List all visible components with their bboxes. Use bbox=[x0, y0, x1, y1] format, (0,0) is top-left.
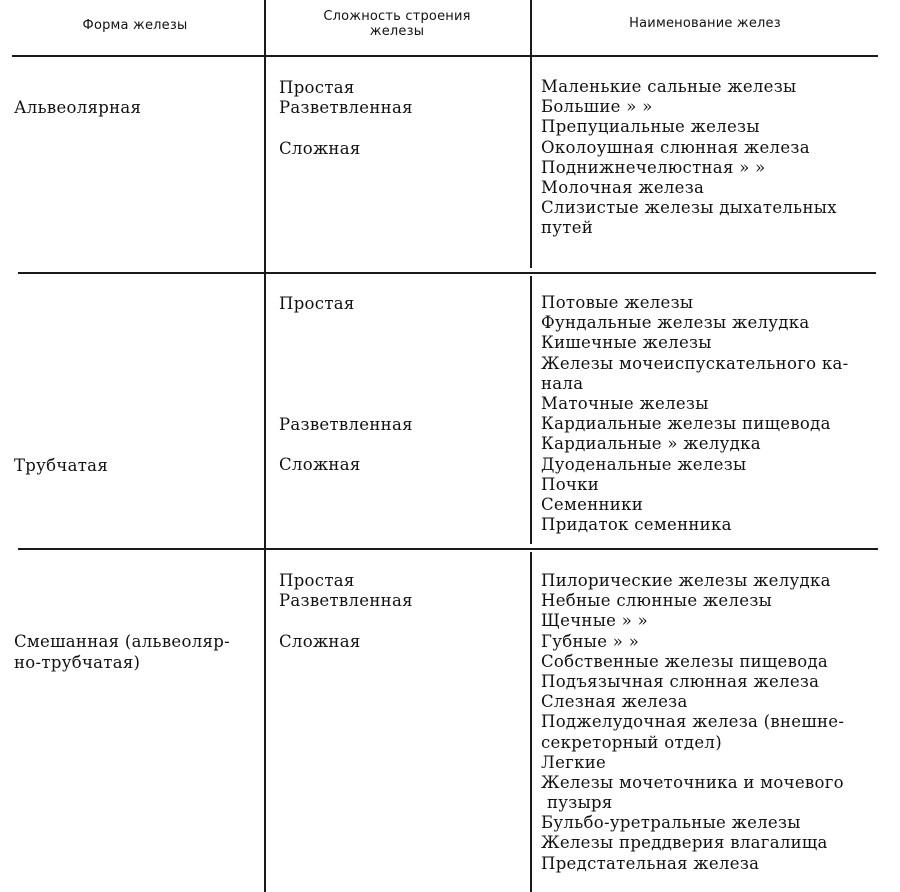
gland-item: Фундальные железы желудка bbox=[541, 313, 810, 333]
gland-item: Слизистые железы дыхательных bbox=[541, 198, 837, 218]
header-complexity-line2: железы bbox=[369, 24, 425, 39]
header-complexity-line1: Сложность строения bbox=[323, 9, 471, 24]
glands-list-tubular bbox=[541, 293, 877, 535]
complexity-item: Разветвленная bbox=[279, 591, 413, 611]
gland-item: Маточные железы bbox=[541, 393, 709, 413]
complexity-list-mixed bbox=[279, 571, 413, 652]
gland-item: Кардиальные железы пищевода bbox=[541, 414, 831, 434]
complexity-item bbox=[279, 611, 413, 631]
gland-item: Препуциальные железы bbox=[541, 117, 760, 137]
complexity-list-alveolar bbox=[279, 78, 413, 159]
column-divider-2c bbox=[530, 552, 532, 892]
header-bottom-rule bbox=[12, 55, 878, 57]
complexity-simple: Простая bbox=[279, 294, 355, 313]
gland-item: Предстательная железа bbox=[541, 853, 760, 873]
complexity-item bbox=[279, 118, 413, 138]
gland-item: Щечные » » bbox=[541, 611, 649, 631]
gland-item: Большие » » bbox=[541, 97, 653, 117]
column-divider-1 bbox=[264, 0, 266, 892]
gland-item: Дуоденальные железы bbox=[541, 454, 747, 474]
gland-item: Подъязычная слюнная железа bbox=[541, 671, 820, 691]
section-divider-2 bbox=[18, 548, 878, 550]
gland-item: Слезная железа bbox=[541, 692, 688, 712]
gland-item: путей bbox=[541, 218, 594, 238]
gland-item: Пилорические железы желудка bbox=[541, 571, 831, 590]
gland-item: Потовые железы bbox=[541, 293, 694, 312]
form-mixed-line1: Смешанная (альвеоляр- bbox=[14, 632, 230, 651]
gland-item: Почки bbox=[541, 474, 600, 494]
glands-list-alveolar bbox=[541, 77, 877, 239]
gland-item: Кишечные железы bbox=[541, 333, 712, 353]
header-form: Форма железы bbox=[82, 18, 188, 33]
glands-list-mixed bbox=[541, 571, 877, 874]
gland-item: Придаток семенника bbox=[541, 515, 732, 535]
gland-item: Поджелудочная железа (внешне- bbox=[541, 712, 845, 732]
gland-item: Железы мочеиспускательного ка- bbox=[541, 353, 849, 373]
complexity-complex: Сложная bbox=[279, 455, 361, 474]
gland-item: Бульбо-уретральные железы bbox=[541, 813, 801, 833]
gland-item: Собственные железы пищевода bbox=[541, 651, 829, 671]
gland-item: Поднижнечелюстная » » bbox=[541, 157, 766, 177]
complexity-item: Простая bbox=[279, 78, 355, 97]
form-tubular: Трубчатая bbox=[14, 456, 109, 475]
form-mixed-line2: но-трубчатая) bbox=[14, 653, 141, 672]
gland-item: пузыря bbox=[547, 793, 613, 813]
gland-item: Кардиальные » желудка bbox=[541, 434, 761, 454]
gland-item: Околоушная слюнная железа bbox=[541, 137, 810, 157]
gland-item: Железы мочеточника и мочевого bbox=[541, 772, 844, 792]
gland-item: Небные слюнные железы bbox=[541, 591, 773, 611]
gland-item: Семенники bbox=[541, 494, 643, 514]
column-divider-2 bbox=[530, 0, 532, 268]
section-divider-1 bbox=[18, 272, 876, 274]
gland-item: нала bbox=[541, 373, 584, 393]
complexity-item: Сложная bbox=[279, 631, 361, 651]
gland-item: Маленькие сальные железы bbox=[541, 77, 797, 96]
complexity-item: Простая bbox=[279, 571, 355, 590]
gland-item: Губные » » bbox=[541, 631, 640, 651]
gland-item: Легкие bbox=[541, 752, 607, 772]
form-alveolar: Альвеолярная bbox=[14, 98, 142, 117]
complexity-item: Разветвленная bbox=[279, 98, 413, 118]
header-names: Наименование желез bbox=[629, 16, 781, 31]
complexity-item: Сложная bbox=[279, 138, 361, 158]
gland-item: секреторный отдел) bbox=[541, 732, 722, 752]
complexity-branched: Разветвленная bbox=[279, 415, 413, 434]
column-divider-2b bbox=[530, 276, 532, 544]
gland-item: Молочная железа bbox=[541, 177, 705, 197]
gland-item: Железы преддверия влагалища bbox=[541, 833, 828, 853]
